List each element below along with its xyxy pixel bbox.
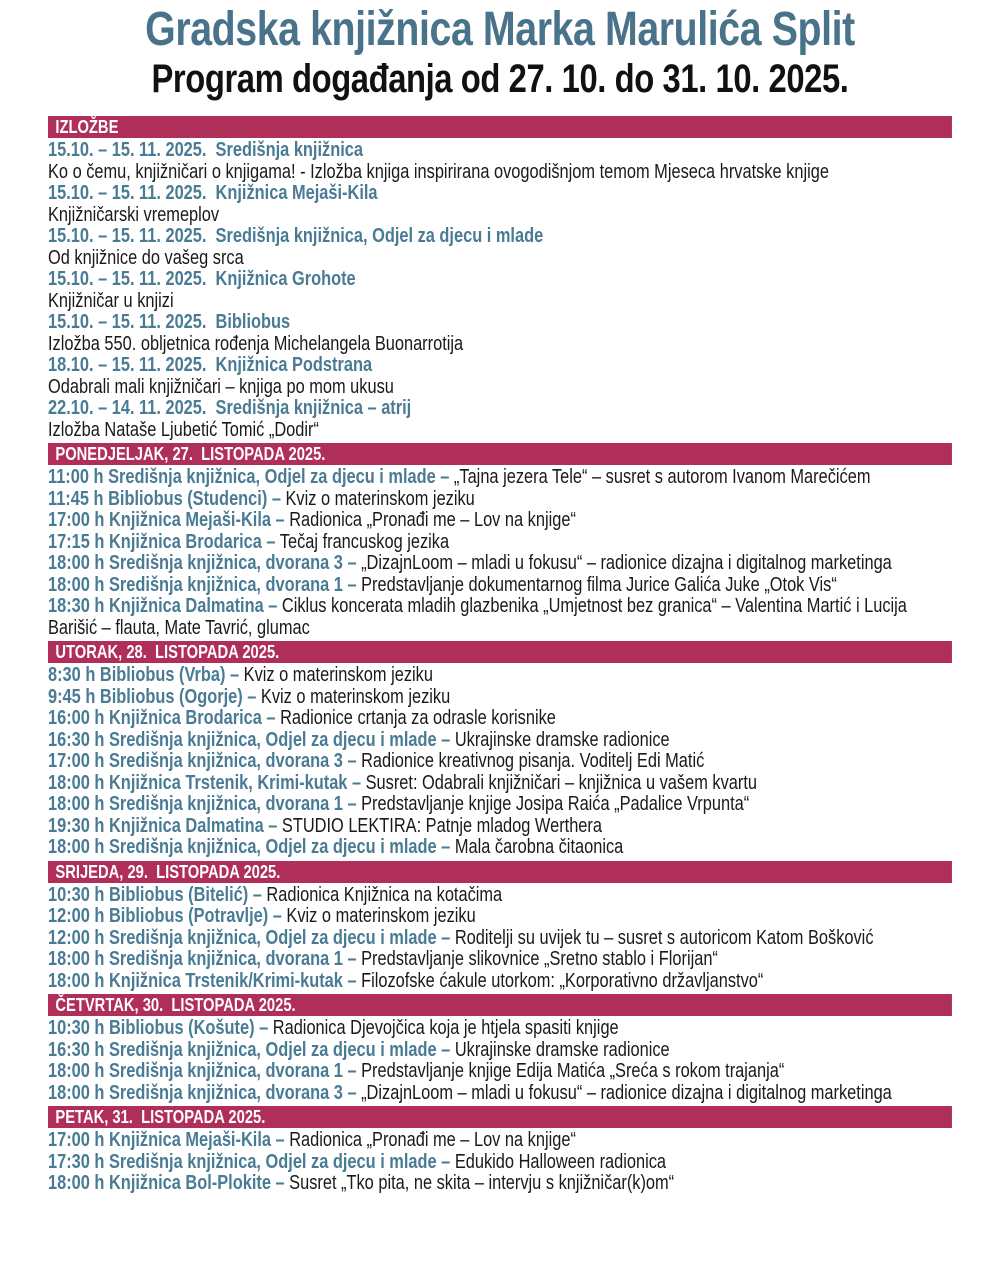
event-prefix: 18:00 h Knjižnica Bol-Plokite –	[48, 1172, 285, 1194]
event-row	[48, 1130, 952, 1152]
event-text: Tečaj francuskog jezika	[279, 530, 450, 553]
event-prefix: 19:30 h Knjižnica Dalmatina –	[48, 814, 278, 837]
event-prefix: 18:00 h Središnja knjižnica, Odjel za djecu i mlade –	[48, 836, 451, 858]
event-prefix: 15.10. – 15. 11. 2025. Središnja knjižnica, Odjel za djecu i mlade	[48, 225, 544, 247]
event-text: Susret „Tko pita, ne skita – intervju s knjižničar(k)om“	[289, 1172, 675, 1194]
document-content	[48, 4, 952, 1195]
event-text: Radionica Knjižnica na kotačima	[266, 883, 503, 906]
event-text: Kviz o materinskom jeziku	[260, 685, 451, 708]
event-row	[48, 1173, 952, 1195]
event-prefix: 22.10. – 14. 11. 2025. Središnja knjižnica – atrij	[48, 397, 412, 419]
event-row	[48, 751, 952, 773]
event-text: Od knjižnice do vašeg srca	[48, 246, 244, 269]
event-row	[48, 949, 952, 971]
event-text: Kviz o materinskom jeziku	[243, 664, 433, 686]
event-prefix: 16:30 h Središnja knjižnica, Odjel za djecu i mlade –	[48, 728, 451, 751]
event-row	[48, 687, 952, 709]
event-prefix: 12:00 h Bibliobus (Potravlje) –	[48, 905, 282, 927]
event-row	[48, 665, 952, 687]
event-text: Predstavljanje knjige Josipa Raića „Padalice Vrpunta“	[361, 793, 750, 815]
event-text: „DizajnLoom – mladi u fokusu“ – radionice dizajna i digitalnog marketinga	[361, 552, 892, 574]
event-row	[48, 928, 952, 950]
event-row	[48, 794, 952, 816]
event-text: Odabrali mali knjižničari – knjiga po mom ukusu	[48, 375, 394, 398]
event-row	[48, 140, 952, 183]
event-prefix: 15.10. – 15. 11. 2025. Bibliobus	[48, 311, 291, 333]
event-text: STUDIO LEKTIRA: Patnje mladog Werthera	[281, 814, 602, 837]
event-list	[48, 467, 952, 639]
event-list	[48, 1018, 952, 1104]
event-row	[48, 355, 952, 398]
sections	[48, 116, 952, 1195]
event-text: Ciklus koncerata mladih glazbenika „Umjetnost bez granica“ – Valentina Martić i Lucija Barišić – flauta, Mate Tavrić, glumac	[48, 595, 912, 639]
event-prefix: 10:30 h Bibliobus (Košute) –	[48, 1017, 269, 1039]
event-list	[48, 885, 952, 993]
event-row	[48, 773, 952, 795]
event-prefix: 18:00 h Središnja knjižnica, dvorana 1 –	[48, 793, 357, 815]
event-row	[48, 971, 952, 993]
event-text: Ukrajinske dramske radionice	[454, 1038, 670, 1061]
event-prefix: 11:00 h Središnja knjižnica, Odjel za djecu i mlade –	[48, 466, 450, 488]
event-row	[48, 816, 952, 838]
event-row	[48, 596, 952, 639]
event-text: Izložba 550. obljetnica rođenja Michelangela Buonarrotija	[48, 332, 464, 355]
section-heading: UTORAK, 28. LISTOPADA 2025.	[48, 641, 952, 663]
event-row	[48, 708, 952, 730]
event-row	[48, 906, 952, 928]
section-heading: SRIJEDA, 29. LISTOPADA 2025.	[48, 861, 952, 883]
event-prefix: 18:00 h Knjižnica Trstenik, Krimi-kutak –	[48, 771, 362, 794]
event-row	[48, 837, 952, 859]
program-section	[48, 116, 952, 441]
section-heading: ČETVRTAK, 30. LISTOPADA 2025.	[48, 994, 952, 1016]
event-prefix: 17:00 h Knjižnica Mejaši-Kila –	[48, 509, 285, 531]
section-heading: PONEDJELJAK, 27. LISTOPADA 2025.	[48, 443, 952, 465]
event-row	[48, 1018, 952, 1040]
event-prefix: 17:30 h Središnja knjižnica, Odjel za djecu i mlade –	[48, 1150, 451, 1173]
event-row	[48, 226, 952, 269]
event-row	[48, 269, 952, 312]
program-section	[48, 641, 952, 859]
event-text: Edukido Halloween radionica	[454, 1150, 667, 1173]
event-row	[48, 575, 952, 597]
event-row	[48, 553, 952, 575]
event-text: Radionice crtanja za odrasle korisnike	[280, 707, 556, 729]
event-text: Filozofske ćakule utorkom: „Korporativno državljanstvo“	[361, 969, 764, 992]
event-list	[48, 140, 952, 441]
event-text: Knjižničar u knjizi	[48, 289, 174, 312]
event-text: Radionica „Pronađi me – Lov na knjige“	[289, 1129, 576, 1151]
event-prefix: 15.10. – 15. 11. 2025. Knjižnica Grohote	[48, 268, 356, 290]
event-prefix: 18:00 h Središnja knjižnica, dvorana 3 –	[48, 552, 357, 574]
section-heading: PETAK, 31. LISTOPADA 2025.	[48, 1106, 952, 1128]
event-text: Predstavljanje slikovnice „Sretno stablo i Florijan“	[361, 948, 718, 970]
event-row	[48, 183, 952, 226]
event-prefix: 18:00 h Središnja knjižnica, dvorana 1 –	[48, 1060, 357, 1082]
event-text: Knjižničarski vremeplov	[48, 203, 220, 226]
event-row	[48, 1152, 952, 1174]
event-text: Izložba Nataše Ljubetić Tomić „Dodir“	[48, 418, 319, 441]
event-text: „Tajna jezera Tele“ – susret s autorom Ivanom Marečićem	[453, 466, 871, 488]
event-text: Kviz o materinskom jeziku	[286, 905, 476, 927]
event-prefix: 16:30 h Središnja knjižnica, Odjel za djecu i mlade –	[48, 1038, 451, 1061]
event-text: Susret: Odabrali knjižničari – knjižnica u vašem kvartu	[365, 771, 757, 794]
event-row	[48, 1061, 952, 1083]
event-prefix: 12:00 h Središnja knjižnica, Odjel za djecu i mlade –	[48, 926, 451, 949]
event-prefix: 16:00 h Knjižnica Brodarica –	[48, 707, 276, 729]
event-text: Radionica „Pronađi me – Lov na knjige“	[289, 509, 576, 531]
event-text: „DizajnLoom – mladi u fokusu“ – radionice dizajna i digitalnog marketinga	[361, 1081, 892, 1104]
page-title: Gradska knjižnica Marka Marulića Split	[145, 3, 855, 56]
event-row	[48, 532, 952, 554]
event-list	[48, 665, 952, 859]
event-row	[48, 312, 952, 355]
event-prefix: 11:45 h Bibliobus (Studenci) –	[48, 487, 281, 510]
event-text: Radionica Djevojčica koja je htjela spasiti knjige	[272, 1017, 619, 1039]
event-prefix: 18:00 h Knjižnica Trstenik/Krimi-kutak –	[48, 969, 357, 992]
event-row	[48, 1040, 952, 1062]
page-subtitle: Program događanja od 27. 10. do 31. 10. 2025.	[151, 57, 849, 101]
event-text: Ukrajinske dramske radionice	[454, 728, 670, 751]
event-row	[48, 730, 952, 752]
event-prefix: 8:30 h Bibliobus (Vrba) –	[48, 664, 240, 686]
event-row	[48, 398, 952, 441]
event-row	[48, 510, 952, 532]
program-section	[48, 1106, 952, 1195]
event-prefix: 9:45 h Bibliobus (Ogorje) –	[48, 685, 257, 708]
program-section	[48, 861, 952, 993]
event-text: Ko o čemu, knjižničari o knjigama! - Izložba knjiga inspirirana ovogodišnjom temom Mjeseca hrvatske knjige	[48, 160, 829, 183]
event-prefix: 17:15 h Knjižnica Brodarica –	[48, 530, 276, 553]
event-prefix: 10:30 h Bibliobus (Bitelić) –	[48, 883, 262, 906]
event-prefix: 17:00 h Knjižnica Mejaši-Kila –	[48, 1129, 285, 1151]
event-prefix: 18.10. – 15. 11. 2025. Knjižnica Podstrana	[48, 354, 373, 376]
event-prefix: 17:00 h Središnja knjižnica, dvorana 3 –	[48, 750, 357, 772]
event-text: Radionice kreativnog pisanja. Voditelj Edi Matić	[361, 750, 705, 772]
event-prefix: 15.10. – 15. 11. 2025. Središnja knjižnica	[48, 139, 363, 161]
program-section	[48, 994, 952, 1104]
program-section	[48, 443, 952, 639]
event-text: Predstavljanje dokumentarnog filma Jurice Galića Juke „Otok Vis“	[361, 573, 837, 596]
event-prefix: 15.10. – 15. 11. 2025. Knjižnica Mejaši-Kila	[48, 182, 378, 204]
section-heading: IZLOŽBE	[48, 116, 952, 138]
event-prefix: 18:30 h Knjižnica Dalmatina –	[48, 595, 278, 617]
event-row	[48, 885, 952, 907]
event-text: Kviz o materinskom jeziku	[285, 487, 475, 510]
event-text: Roditelji su uvijek tu – susret s autoricom Katom Bošković	[454, 926, 874, 949]
event-row	[48, 1083, 952, 1105]
event-prefix: 18:00 h Središnja knjižnica, dvorana 3 –	[48, 1081, 357, 1104]
event-row	[48, 489, 952, 511]
event-row	[48, 467, 952, 489]
event-text: Predstavljanje knjige Edija Matića „Sreća s rokom trajanja“	[361, 1060, 785, 1082]
event-prefix: 18:00 h Središnja knjižnica, dvorana 1 –	[48, 948, 357, 970]
event-text: Mala čarobna čitaonica	[454, 836, 624, 858]
event-prefix: 18:00 h Središnja knjižnica, dvorana 1 –	[48, 573, 357, 596]
event-list	[48, 1130, 952, 1195]
